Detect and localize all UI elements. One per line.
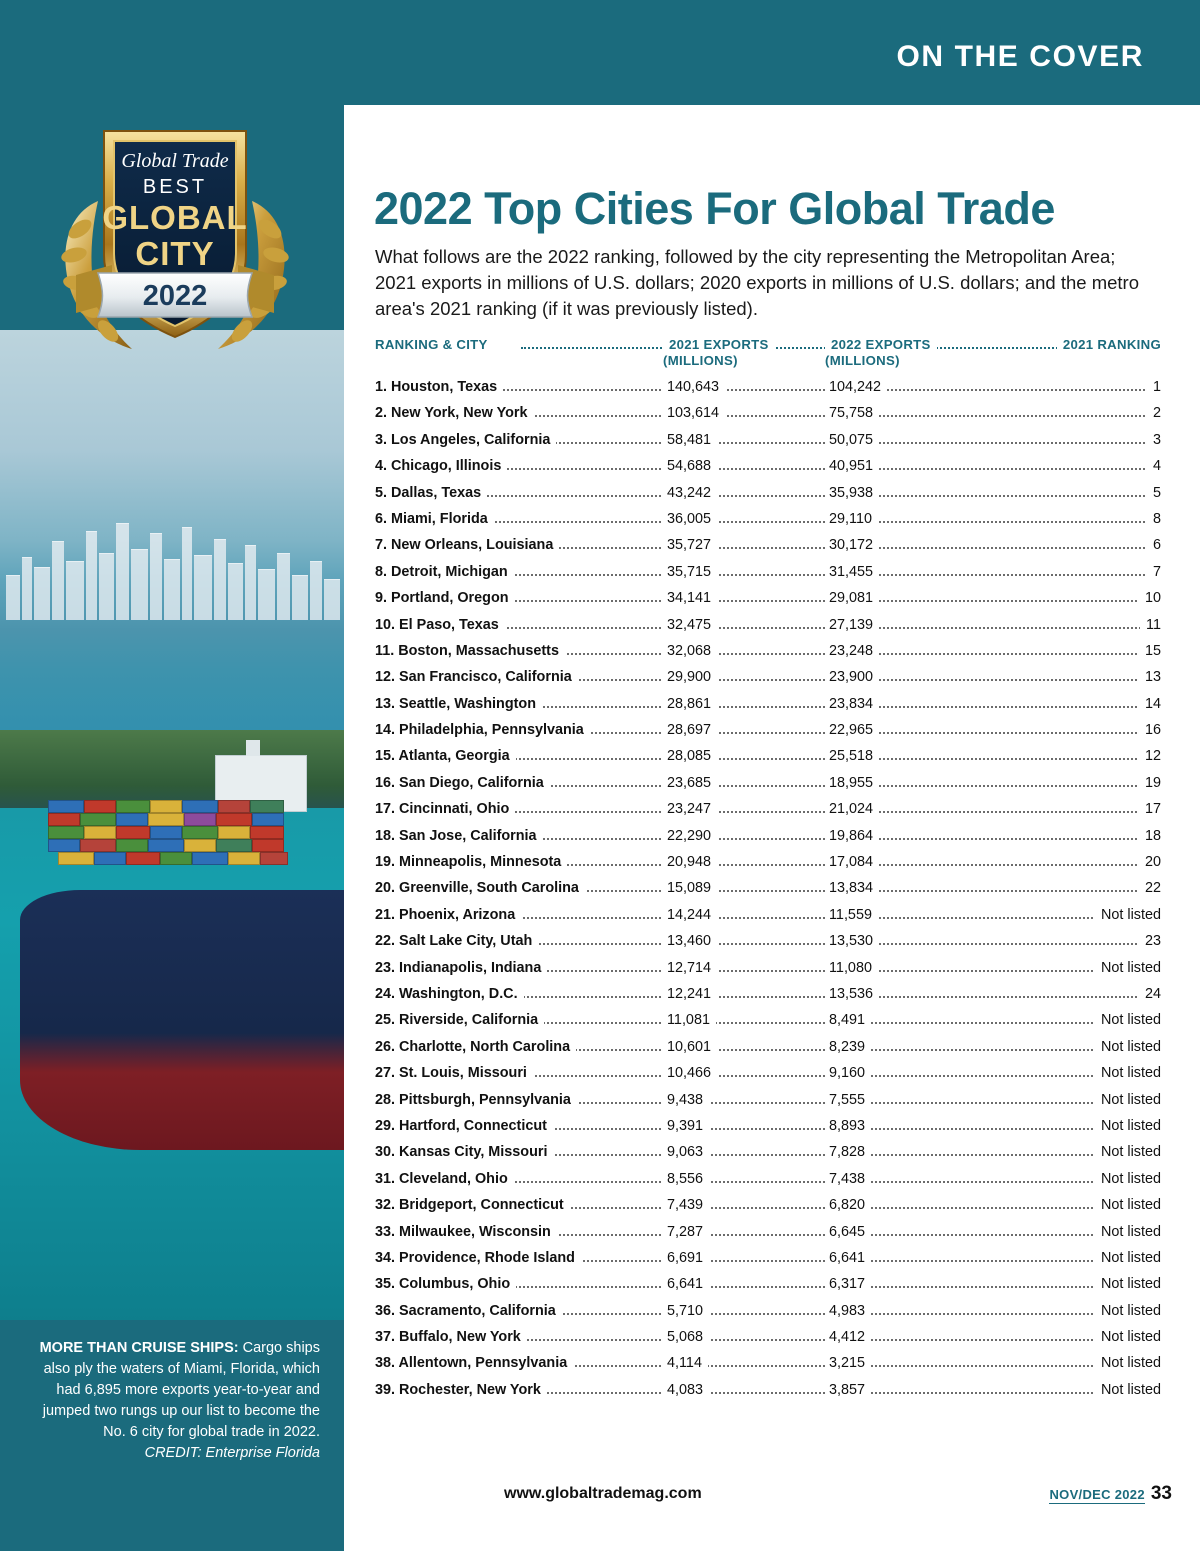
row-exports-2021: 58,481 — [663, 432, 717, 448]
row-exports-2021: 23,685 — [663, 775, 717, 791]
caption-credit: CREDIT: Enterprise Florida — [144, 1445, 320, 1462]
row-exports-2021: 12,241 — [663, 986, 717, 1002]
row-city: 23. Indianapolis, Indiana — [375, 960, 547, 976]
table-row — [375, 1114, 1161, 1140]
table-row — [375, 850, 1161, 876]
row-exports-2022: 11,080 — [825, 960, 878, 976]
table-row — [375, 586, 1161, 612]
row-exports-2022: 29,081 — [825, 590, 879, 606]
row-city: 4. Chicago, Illinois — [375, 458, 507, 474]
footer-page-number: 33 — [1150, 1483, 1172, 1504]
row-exports-2021: 32,068 — [663, 643, 717, 659]
row-ranking-2021: 1 — [1147, 379, 1161, 395]
row-city: 30. Kansas City, Missouri — [375, 1144, 553, 1160]
row-city: 33. Milwaukee, Wisconsin — [375, 1224, 557, 1240]
table-row — [375, 929, 1161, 955]
row-ranking-2021: Not listed — [1095, 1039, 1161, 1055]
row-exports-2021: 54,688 — [663, 458, 717, 474]
col-header-exports-2021-unit: (MILLIONS) — [663, 353, 744, 368]
footer-meta — [1049, 1483, 1172, 1505]
row-exports-2021: 22,290 — [663, 828, 717, 844]
row-exports-2021: 7,287 — [663, 1224, 709, 1240]
skyline-silhouette — [0, 490, 344, 620]
row-ranking-2021: 23 — [1139, 933, 1161, 949]
row-city: 34. Providence, Rhode Island — [375, 1250, 581, 1266]
row-exports-2022: 13,834 — [825, 880, 879, 896]
table-row — [375, 560, 1161, 586]
row-ranking-2021: 16 — [1139, 722, 1161, 738]
row-ranking-2021: Not listed — [1095, 1118, 1161, 1134]
row-exports-2021: 10,601 — [663, 1039, 717, 1055]
row-exports-2022: 8,491 — [825, 1012, 871, 1028]
row-ranking-2021: Not listed — [1095, 1250, 1161, 1266]
table-body — [375, 375, 1161, 1404]
row-exports-2021: 36,005 — [663, 511, 717, 527]
row-ranking-2021: 3 — [1147, 432, 1161, 448]
table-row — [375, 718, 1161, 744]
row-ranking-2021: 20 — [1139, 854, 1161, 870]
row-exports-2021: 5,068 — [663, 1329, 709, 1345]
row-exports-2022: 6,820 — [825, 1197, 871, 1213]
col-header-exports-2021: 2021 EXPORTS — [663, 337, 775, 352]
badge-brand: Global Trade — [121, 150, 229, 172]
row-exports-2021: 9,063 — [663, 1144, 709, 1160]
row-exports-2022: 7,438 — [825, 1171, 871, 1187]
header-bar — [344, 0, 1200, 105]
row-city: 37. Buffalo, New York — [375, 1329, 527, 1345]
row-exports-2021: 35,715 — [663, 564, 717, 580]
row-city: 17. Cincinnati, Ohio — [375, 801, 515, 817]
table-row — [375, 533, 1161, 559]
row-exports-2022: 9,160 — [825, 1065, 871, 1081]
row-ranking-2021: 11 — [1140, 617, 1161, 633]
row-exports-2022: 6,317 — [825, 1276, 871, 1292]
row-exports-2022: 6,641 — [825, 1250, 871, 1266]
row-exports-2021: 5,710 — [663, 1303, 709, 1319]
caption-lead: MORE THAN CRUISE SHIPS: — [39, 1340, 239, 1356]
row-exports-2022: 13,530 — [825, 933, 879, 949]
table-row — [375, 1220, 1161, 1246]
table-row — [375, 1167, 1161, 1193]
row-ranking-2021: Not listed — [1095, 1171, 1161, 1187]
row-city: 20. Greenville, South Carolina — [375, 880, 585, 896]
row-exports-2022: 22,965 — [825, 722, 879, 738]
row-ranking-2021: Not listed — [1095, 1276, 1161, 1292]
main-content — [344, 105, 1200, 1551]
row-exports-2022: 25,518 — [825, 748, 879, 764]
row-ranking-2021: 18 — [1139, 828, 1161, 844]
table-row — [375, 639, 1161, 665]
photo-caption — [30, 1338, 320, 1464]
row-city: 2. New York, New York — [375, 405, 534, 421]
row-exports-2022: 35,938 — [825, 485, 879, 501]
row-exports-2021: 35,727 — [663, 537, 717, 553]
row-city: 13. Seattle, Washington — [375, 696, 542, 712]
row-ranking-2021: Not listed — [1095, 1382, 1161, 1398]
footer-website[interactable]: www.globaltrademag.com — [504, 1485, 702, 1502]
table-row — [375, 824, 1161, 850]
row-city: 22. Salt Lake City, Utah — [375, 933, 538, 949]
row-ranking-2021: 17 — [1139, 801, 1161, 817]
row-city: 21. Phoenix, Arizona — [375, 907, 521, 923]
row-city: 29. Hartford, Connecticut — [375, 1118, 553, 1134]
table-row — [375, 1061, 1161, 1087]
row-exports-2022: 17,084 — [825, 854, 879, 870]
row-ranking-2021: Not listed — [1095, 1065, 1161, 1081]
row-exports-2022: 27,139 — [825, 617, 879, 633]
row-exports-2022: 7,555 — [825, 1092, 871, 1108]
row-exports-2022: 18,955 — [825, 775, 879, 791]
row-ranking-2021: 2 — [1147, 405, 1161, 421]
table-row — [375, 744, 1161, 770]
cover-photo — [0, 330, 344, 1320]
row-ranking-2021: 7 — [1147, 564, 1161, 580]
row-city: 8. Detroit, Michigan — [375, 564, 514, 580]
row-exports-2021: 15,089 — [663, 880, 717, 896]
row-exports-2021: 4,083 — [663, 1382, 709, 1398]
row-city: 36. Sacramento, California — [375, 1303, 562, 1319]
row-exports-2022: 8,893 — [825, 1118, 871, 1134]
row-exports-2021: 20,948 — [663, 854, 717, 870]
row-ranking-2021: Not listed — [1095, 1012, 1161, 1028]
row-exports-2022: 75,758 — [825, 405, 879, 421]
row-city: 19. Minneapolis, Minnesota — [375, 854, 567, 870]
left-column — [0, 0, 344, 1551]
row-exports-2021: 6,691 — [663, 1250, 709, 1266]
row-city: 6. Miami, Florida — [375, 511, 494, 527]
row-city: 24. Washington, D.C. — [375, 986, 524, 1002]
row-ranking-2021: 10 — [1139, 590, 1161, 606]
row-exports-2022: 13,536 — [825, 986, 879, 1002]
row-exports-2022: 23,834 — [825, 696, 879, 712]
row-city: 1. Houston, Texas — [375, 379, 503, 395]
table-row — [375, 956, 1161, 982]
table-header-row — [375, 337, 1161, 375]
table-row — [375, 1088, 1161, 1114]
row-exports-2021: 32,475 — [663, 617, 717, 633]
table-row — [375, 613, 1161, 639]
row-dot-leader — [375, 495, 1161, 497]
row-city: 14. Philadelphia, Pennsylvania — [375, 722, 590, 738]
row-ranking-2021: 12 — [1139, 748, 1161, 764]
row-ranking-2021: 14 — [1139, 696, 1161, 712]
col-header-city: RANKING & CITY — [375, 337, 494, 352]
row-city: 18. San Jose, California — [375, 828, 543, 844]
row-exports-2022: 23,900 — [825, 669, 879, 685]
row-ranking-2021: 15 — [1139, 643, 1161, 659]
table-row — [375, 692, 1161, 718]
rankings-table — [375, 337, 1161, 1404]
row-exports-2021: 103,614 — [663, 405, 725, 421]
row-city: 11. Boston, Massachusetts — [375, 643, 565, 659]
col-header-exports-2022-unit: (MILLIONS) — [825, 353, 906, 368]
row-exports-2021: 12,714 — [663, 960, 717, 976]
badge-line3: CITY — [135, 235, 215, 272]
table-row — [375, 903, 1161, 929]
table-row — [375, 375, 1161, 401]
row-exports-2022: 19,864 — [825, 828, 879, 844]
row-city: 27. St. Louis, Missouri — [375, 1065, 533, 1081]
row-ranking-2021: Not listed — [1095, 1144, 1161, 1160]
row-exports-2021: 43,242 — [663, 485, 717, 501]
row-ranking-2021: Not listed — [1095, 1329, 1161, 1345]
row-exports-2022: 21,024 — [825, 801, 879, 817]
table-row — [375, 507, 1161, 533]
table-row — [375, 481, 1161, 507]
row-exports-2022: 4,983 — [825, 1303, 871, 1319]
row-city: 26. Charlotte, North Carolina — [375, 1039, 576, 1055]
table-row — [375, 1351, 1161, 1377]
row-exports-2022: 8,239 — [825, 1039, 871, 1055]
page-title: 2022 Top Cities For Global Trade — [374, 183, 1055, 235]
row-city: 7. New Orleans, Louisiana — [375, 537, 559, 553]
table-row — [375, 1378, 1161, 1404]
table-row — [375, 1008, 1161, 1034]
table-row — [375, 982, 1161, 1008]
row-exports-2021: 10,466 — [663, 1065, 717, 1081]
col-header-exports-2022: 2022 EXPORTS — [825, 337, 937, 352]
row-exports-2022: 30,172 — [825, 537, 879, 553]
row-exports-2022: 7,828 — [825, 1144, 871, 1160]
best-global-city-badge — [40, 105, 310, 365]
row-ranking-2021: Not listed — [1095, 907, 1161, 923]
table-row — [375, 1035, 1161, 1061]
table-row — [375, 771, 1161, 797]
row-exports-2021: 28,861 — [663, 696, 717, 712]
row-exports-2022: 29,110 — [825, 511, 878, 527]
row-city: 28. Pittsburgh, Pennsylvania — [375, 1092, 577, 1108]
table-row — [375, 401, 1161, 427]
badge-year: 2022 — [142, 280, 208, 312]
badge-line1: BEST — [142, 176, 208, 198]
row-city: 32. Bridgeport, Connecticut — [375, 1197, 570, 1213]
row-exports-2022: 3,215 — [825, 1355, 871, 1371]
col-header-ranking-2021: 2021 RANKING — [1057, 337, 1161, 352]
row-exports-2021: 29,900 — [663, 669, 717, 685]
row-ranking-2021: 19 — [1139, 775, 1161, 791]
row-exports-2021: 28,085 — [663, 748, 717, 764]
row-ranking-2021: 5 — [1147, 485, 1161, 501]
row-exports-2022: 4,412 — [825, 1329, 871, 1345]
caption-body: Cargo ships also ply the waters of Miami, Florida, which had 6,895 more exports year-to-year and jumped two rungs up our list to become the No. 6 city for global trade in 2022. — [42, 1340, 320, 1441]
table-row — [375, 876, 1161, 902]
row-city: 12. San Francisco, California — [375, 669, 578, 685]
table-row — [375, 1246, 1161, 1272]
row-city: 38. Allentown, Pennsylvania — [375, 1355, 573, 1371]
row-ranking-2021: Not listed — [1095, 1224, 1161, 1240]
row-ranking-2021: 8 — [1147, 511, 1161, 527]
row-ranking-2021: 24 — [1139, 986, 1161, 1002]
row-exports-2021: 13,460 — [663, 933, 717, 949]
table-row — [375, 428, 1161, 454]
table-row — [375, 665, 1161, 691]
row-ranking-2021: Not listed — [1095, 1197, 1161, 1213]
row-exports-2022: 6,645 — [825, 1224, 871, 1240]
row-exports-2021: 14,244 — [663, 907, 717, 923]
row-exports-2022: 23,248 — [825, 643, 879, 659]
row-ranking-2021: 13 — [1139, 669, 1161, 685]
badge-graphic — [40, 105, 310, 365]
row-ranking-2021: Not listed — [1095, 1355, 1161, 1371]
row-exports-2021: 9,391 — [663, 1118, 709, 1134]
row-exports-2021: 7,439 — [663, 1197, 709, 1213]
row-exports-2021: 11,081 — [663, 1012, 716, 1028]
row-exports-2022: 31,455 — [825, 564, 879, 580]
ship-hull — [20, 890, 344, 1150]
row-exports-2021: 34,141 — [663, 590, 717, 606]
row-city: 9. Portland, Oregon — [375, 590, 515, 606]
row-exports-2022: 104,242 — [825, 379, 887, 395]
table-row — [375, 1325, 1161, 1351]
footer-issue-date: NOV/DEC 2022 — [1049, 1487, 1145, 1502]
row-ranking-2021: Not listed — [1095, 960, 1161, 976]
row-exports-2022: 40,951 — [825, 458, 879, 474]
row-exports-2021: 6,641 — [663, 1276, 709, 1292]
row-ranking-2021: Not listed — [1095, 1303, 1161, 1319]
row-exports-2021: 23,247 — [663, 801, 717, 817]
row-exports-2021: 140,643 — [663, 379, 725, 395]
row-ranking-2021: 4 — [1147, 458, 1161, 474]
row-city: 5. Dallas, Texas — [375, 485, 487, 501]
row-ranking-2021: Not listed — [1095, 1092, 1161, 1108]
row-exports-2022: 3,857 — [825, 1382, 871, 1398]
table-row — [375, 1140, 1161, 1166]
row-city: 35. Columbus, Ohio — [375, 1276, 516, 1292]
row-city: 15. Atlanta, Georgia — [375, 748, 516, 764]
table-row — [375, 1299, 1161, 1325]
table-row — [375, 454, 1161, 480]
row-exports-2022: 50,075 — [825, 432, 879, 448]
row-exports-2021: 4,114 — [663, 1355, 708, 1371]
row-city: 3. Los Angeles, California — [375, 432, 556, 448]
row-exports-2021: 8,556 — [663, 1171, 709, 1187]
badge-line2: GLOBAL — [102, 199, 248, 236]
row-ranking-2021: 6 — [1147, 537, 1161, 553]
row-city: 25. Riverside, California — [375, 1012, 544, 1028]
row-city: 16. San Diego, California — [375, 775, 550, 791]
section-eyebrow: ON THE COVER — [896, 40, 1144, 73]
table-row — [375, 1193, 1161, 1219]
table-row — [375, 1272, 1161, 1298]
table-row — [375, 797, 1161, 823]
row-exports-2021: 28,697 — [663, 722, 717, 738]
row-exports-2021: 9,438 — [663, 1092, 709, 1108]
row-ranking-2021: 22 — [1139, 880, 1161, 896]
row-city: 10. El Paso, Texas — [375, 617, 505, 633]
row-city: 39. Rochester, New York — [375, 1382, 547, 1398]
row-exports-2022: 11,559 — [825, 907, 878, 923]
row-city: 31. Cleveland, Ohio — [375, 1171, 514, 1187]
intro-paragraph: What follows are the 2022 ranking, followed by the city representing the Metropolitan Area; 2021 exports in millions of U.S. dollars; 2020 exports in millions of U.S. dollars; and the metro area's 2021 ranking (if it was previously listed). — [375, 245, 1140, 320]
